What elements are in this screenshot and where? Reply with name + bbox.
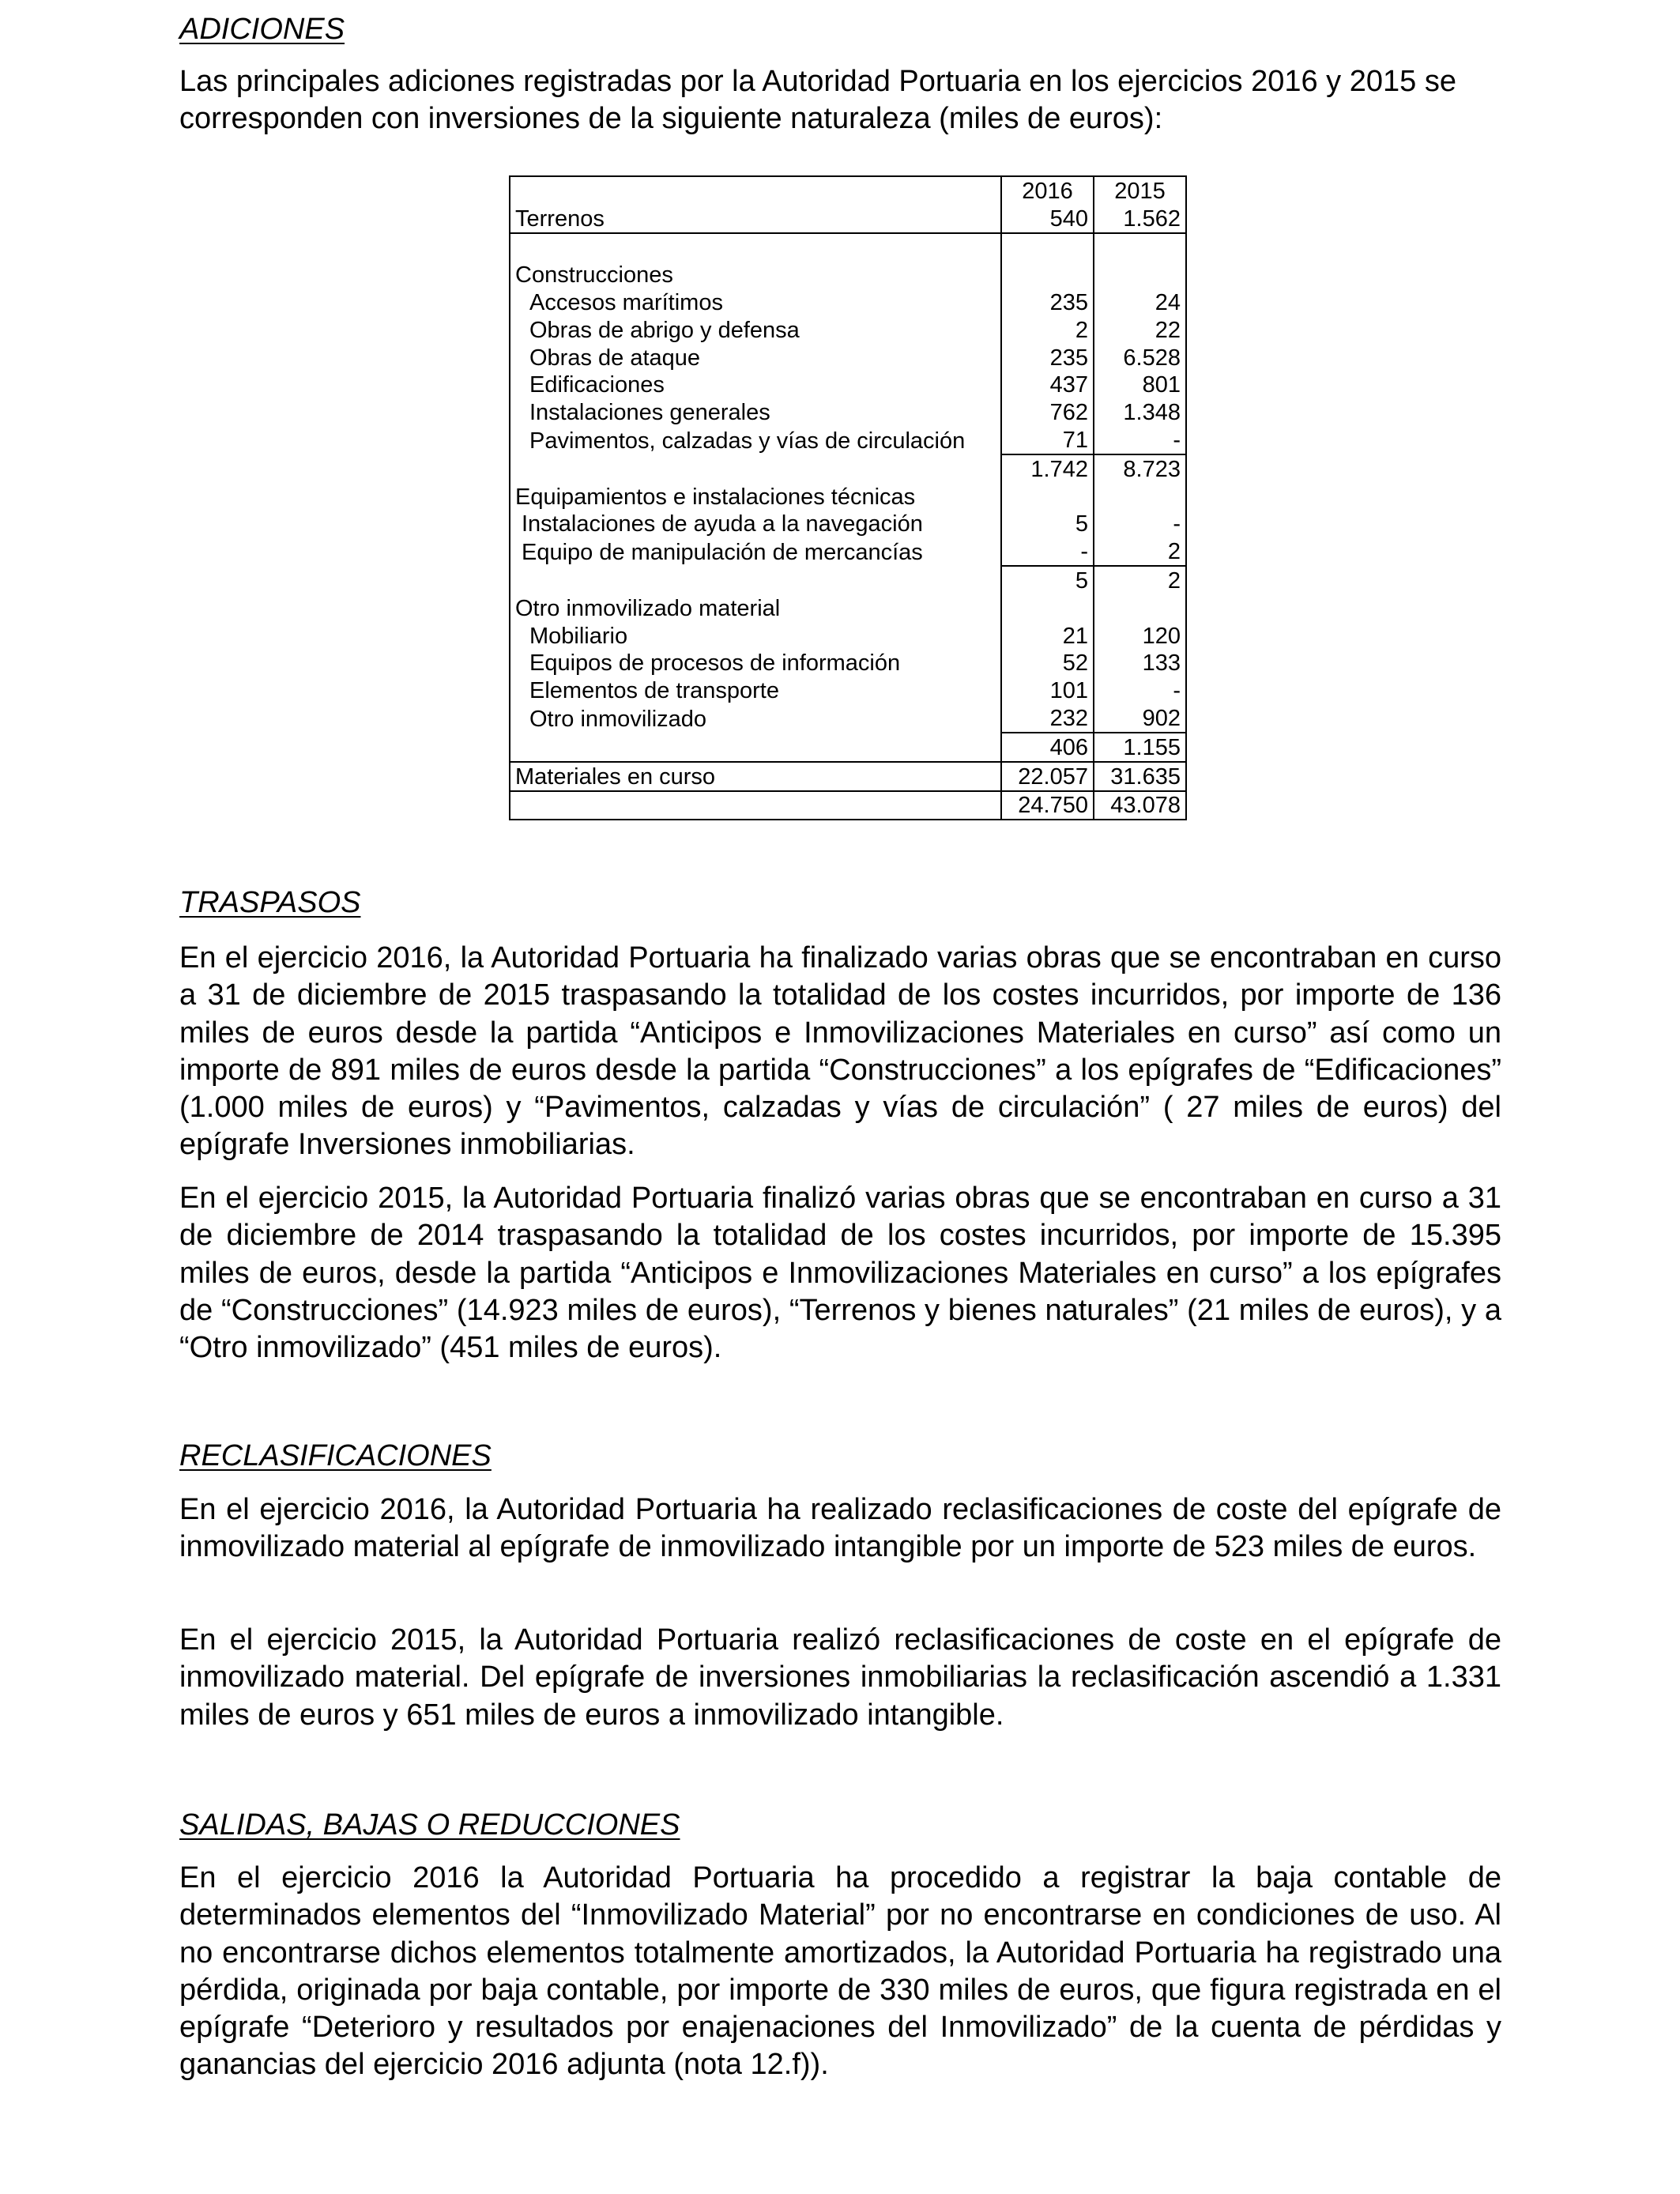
value-2016: 71	[1001, 426, 1094, 454]
table-header-blank	[510, 176, 1001, 205]
table-row	[510, 677, 1186, 704]
salidas-paragraph-2016: En el ejercicio 2016 la Autoridad Portuaria ha procedido a registrar la baja contable de determinados elementos del “Inmovilizado Material” por no encontrarse en condiciones de uso. Al no encontrarse dichos elementos totalmente amortizados, la Autoridad Portuaria ha registrado una pérdida, originada por baja contable, por importe de 330 miles de euros, que figura registrada en el epígrafe “Deterioro y resultados por enajenaciones del Inmovilizado” de la cuenta de pérdidas y ganancias del ejercicio 2016 adjunta (nota 12.f)).	[179, 1861, 1501, 2082]
table-row	[510, 733, 1186, 762]
table-row	[510, 762, 1186, 791]
value-2015: 120	[1094, 622, 1186, 650]
traspasos-paragraph-2015: En el ejercicio 2015, la Autoridad Portuaria finalizó varias obras que se encontraban en curso a 31 de diciembre de 2014 traspasando la totalidad de los costes incurridos, por importe de 15.395 miles de euros, desde la partida “Anticipos e Inmovilizaciones Materiales en curso” a los epígrafes de “Construcciones” (14.923 miles de euros), “Terrenos y bienes naturales” (21 miles de euros), y a “Otro inmovilizado” (451 miles de euros).	[179, 1182, 1501, 1365]
value-2015	[1094, 261, 1186, 288]
section-heading-reclasificaciones: RECLASIFICACIONES	[179, 1439, 492, 1472]
row-label	[510, 511, 1001, 538]
value-2016: 1.742	[1001, 454, 1094, 483]
row-label	[510, 594, 1001, 622]
additions-table	[509, 175, 1187, 820]
section-heading-salidas: SALIDAS, BAJAS O REDUCCIONES	[179, 1808, 680, 1842]
value-2016: 22.057	[1001, 762, 1094, 791]
value-2016: 52	[1001, 650, 1094, 677]
row-label	[510, 233, 1001, 262]
row-label-text: Instalaciones generales	[529, 400, 770, 426]
row-label-text: Pavimentos, calzadas y vías de circulación	[529, 428, 966, 454]
row-label-text: Equipos de procesos de información	[529, 650, 901, 677]
table-header-row	[510, 176, 1186, 205]
row-label	[510, 704, 1001, 733]
value-2015: 24	[1094, 288, 1186, 316]
row-label	[510, 371, 1001, 399]
value-2015: 133	[1094, 650, 1186, 677]
row-label	[510, 426, 1001, 454]
column-header-2016: 2016	[1001, 176, 1094, 205]
row-label-text: Terrenos	[515, 205, 605, 232]
adiciones-intro: Las principales adiciones registradas por la Autoridad Portuaria en los ejercicios 2016 y 2015 se corresponden con inversiones de la siguiente naturaleza (miles de euros):	[179, 65, 1456, 135]
value-2016: 406	[1001, 733, 1094, 762]
table-row	[510, 704, 1186, 733]
row-label	[510, 650, 1001, 677]
row-label-text: Edificaciones	[529, 372, 665, 398]
table-row	[510, 511, 1186, 538]
table-row	[510, 650, 1186, 677]
value-2015: 22	[1094, 316, 1186, 344]
row-label	[510, 622, 1001, 650]
row-label-text: Otro inmovilizado	[529, 706, 707, 732]
table-row	[510, 537, 1186, 566]
value-2015: -	[1094, 677, 1186, 704]
row-label	[510, 316, 1001, 344]
row-label	[510, 483, 1001, 511]
row-label	[510, 733, 1001, 762]
traspasos-paragraph-2016: En el ejercicio 2016, la Autoridad Portuaria ha finalizado varias obras que se encontraban en curso a 31 de diciembre de 2015 traspasando la totalidad de los costes incurridos, por importe de 136 miles de euros desde la partida “Anticipos e Inmovilizaciones Materiales en curso” así como un importe de 891 miles de euros desde la partida “Construcciones” a los epígrafes de “Edificaciones” (1.000 miles de euros) y “Pavimentos, calzadas y vías de circulación” ( 27 miles de euros) del epígrafe Inversiones inmobiliarias.	[179, 941, 1501, 1162]
row-label-text: Equipo de manipulación de mercancías	[522, 540, 923, 566]
value-2015: 8.723	[1094, 454, 1186, 483]
table-row	[510, 622, 1186, 650]
value-2015: -	[1094, 426, 1186, 454]
row-label	[510, 677, 1001, 704]
value-2016: 235	[1001, 344, 1094, 371]
value-2015: 43.078	[1094, 791, 1186, 820]
value-2016: 437	[1001, 371, 1094, 399]
section-heading-traspasos: TRASPASOS	[179, 886, 361, 919]
value-2015	[1094, 483, 1186, 511]
row-label	[510, 762, 1001, 791]
row-label-text: Obras de abrigo y defensa	[529, 317, 800, 343]
value-2015	[1094, 594, 1186, 622]
table-row	[510, 426, 1186, 454]
value-2015	[1094, 233, 1186, 262]
section-heading-adiciones: ADICIONES	[179, 13, 345, 46]
value-2015: 2	[1094, 566, 1186, 594]
row-label	[510, 454, 1001, 483]
row-label-text: Instalaciones de ayuda a la navegación	[522, 511, 923, 537]
value-2016: 5	[1001, 566, 1094, 594]
table-row	[510, 316, 1186, 344]
table-row	[510, 344, 1186, 371]
value-2015: -	[1094, 511, 1186, 538]
row-label-text: Elementos de transporte	[529, 678, 779, 704]
table-row	[510, 398, 1186, 426]
row-label-text: Mobiliario	[529, 623, 628, 649]
value-2016: 235	[1001, 288, 1094, 316]
row-label-text: Accesos marítimos	[529, 289, 723, 315]
row-label	[510, 344, 1001, 371]
table-row	[510, 454, 1186, 483]
value-2015: 31.635	[1094, 762, 1186, 791]
row-label	[510, 537, 1001, 566]
table-row	[510, 371, 1186, 399]
row-label-text: Equipamientos e instalaciones técnicas	[515, 484, 916, 510]
row-label	[510, 205, 1001, 233]
value-2015: 1.562	[1094, 205, 1186, 233]
value-2015: 902	[1094, 704, 1186, 733]
row-label-text: Obras de ataque	[529, 345, 701, 371]
row-label	[510, 566, 1001, 594]
value-2016: -	[1001, 537, 1094, 566]
additions-table-body	[510, 176, 1186, 820]
table-row	[510, 594, 1186, 622]
row-label	[510, 261, 1001, 288]
table-row	[510, 261, 1186, 288]
value-2016: 232	[1001, 704, 1094, 733]
table-row	[510, 791, 1186, 820]
table-row	[510, 233, 1186, 262]
table-row	[510, 288, 1186, 316]
value-2016: 540	[1001, 205, 1094, 233]
value-2016: 24.750	[1001, 791, 1094, 820]
table-row	[510, 566, 1186, 594]
value-2015: 1.155	[1094, 733, 1186, 762]
row-label	[510, 398, 1001, 426]
value-2016: 101	[1001, 677, 1094, 704]
value-2015: 801	[1094, 371, 1186, 399]
table-row	[510, 483, 1186, 511]
row-label	[510, 288, 1001, 316]
column-header-2015: 2015	[1094, 176, 1186, 205]
reclasificaciones-paragraph-2016: En el ejercicio 2016, la Autoridad Portuaria ha realizado reclasificaciones de coste del epígrafe de inmovilizado material al epígrafe de inmovilizado intangible por un importe de 523 miles de euros.	[179, 1493, 1501, 1564]
value-2015: 2	[1094, 537, 1186, 566]
row-label-text: Materiales en curso	[515, 763, 716, 790]
value-2016: 2	[1001, 316, 1094, 344]
row-label	[510, 791, 1001, 820]
row-label-text: Construcciones	[515, 262, 673, 288]
value-2016: 762	[1001, 398, 1094, 426]
table-row	[510, 205, 1186, 233]
value-2016: 5	[1001, 511, 1094, 538]
value-2016	[1001, 233, 1094, 262]
value-2016	[1001, 261, 1094, 288]
reclasificaciones-paragraph-2015: En el ejercicio 2015, la Autoridad Portuaria realizó reclasificaciones de coste en el epígrafe de inmovilizado material. Del epígrafe de inversiones inmobiliarias la reclasificación ascendió a 1.331 miles de euros y 651 miles de euros a inmovilizado intangible.	[179, 1623, 1501, 1732]
value-2016	[1001, 483, 1094, 511]
value-2016	[1001, 594, 1094, 622]
row-label-text: Otro inmovilizado material	[515, 595, 781, 621]
value-2015: 6.528	[1094, 344, 1186, 371]
value-2015: 1.348	[1094, 398, 1186, 426]
value-2016: 21	[1001, 622, 1094, 650]
